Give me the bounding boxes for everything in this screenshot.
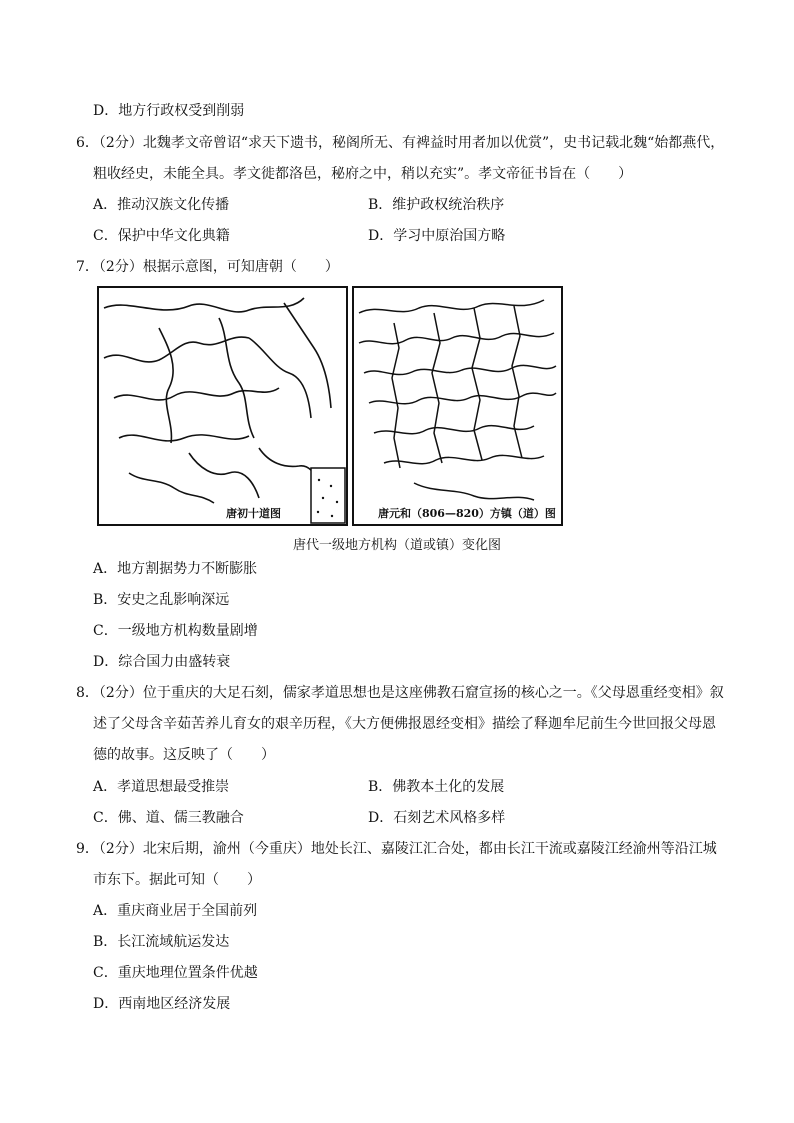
q7-stem: 7．（2分）根据示意图，可知唐朝（ ） bbox=[76, 259, 339, 275]
q9-option-d: D．西南地区经济发展 bbox=[93, 996, 231, 1012]
tang-maps-figure bbox=[97, 286, 563, 526]
q6-option-a: A．推动汉族文化传播 bbox=[93, 197, 230, 213]
early-tang-ten-circuits-map bbox=[97, 286, 348, 526]
q7-option-a: A．地方割据势力不断膨胀 bbox=[93, 561, 258, 577]
q9-option-c: C．重庆地理位置条件优越 bbox=[93, 965, 258, 981]
q8-option-d: D．石刻艺术风格多样 bbox=[368, 810, 506, 826]
q7-option-b: B．安史之乱影响深远 bbox=[93, 592, 230, 608]
yuanhe-fangzhen-map bbox=[352, 286, 563, 526]
map-right-label: 唐元和（806—820）方镇（道）图 bbox=[378, 507, 556, 520]
q8-stem-line2: 述了父母含辛茹苦养儿育女的艰辛历程，《大方便佛报恩经变相》描绘了释迦牟尼前生今世回报父母恩 bbox=[93, 716, 716, 732]
q9-option-b: B．长江流域航运发达 bbox=[93, 934, 230, 950]
q6-option-c: C．保护中华文化典籍 bbox=[93, 228, 230, 244]
q6-stem-line2: 粗收经史，未能全具。孝文徙都洛邑，秘府之中，稍以充实”。孝文帝征书旨在（ ） bbox=[93, 166, 633, 182]
q6-option-d: D．学习中原治国方略 bbox=[368, 228, 506, 244]
q9-stem-line1: 9．（2分）北宋后期，渝州（今重庆）地处长江、嘉陵江汇合处，都由长江干流或嘉陵江经渝州等沿江城 bbox=[76, 841, 717, 857]
q8-option-b: B．佛教本土化的发展 bbox=[368, 779, 505, 795]
map-left-label: 唐初十道图 bbox=[226, 507, 281, 520]
q8-option-a: A．孝道思想最受推崇 bbox=[93, 779, 230, 795]
q8-stem-line3: 德的故事。这反映了（ ） bbox=[93, 747, 275, 763]
q9-stem-line2: 市东下。据此可知（ ） bbox=[93, 872, 261, 888]
figure-caption: 唐代一级地方机构（道或镇）变化图 bbox=[292, 538, 501, 553]
q9-option-a: A．重庆商业居于全国前列 bbox=[93, 903, 258, 919]
q8-stem-line1: 8．（2分）位于重庆的大足石刻，儒家孝道思想也是这座佛教石窟宣扬的核心之一。《父母恩重经变相》叙 bbox=[76, 685, 724, 701]
q8-option-c: C．佛、道、儒三教融合 bbox=[93, 810, 244, 826]
q7-option-d: D．综合国力由盛转衰 bbox=[93, 654, 231, 670]
q6-stem-line1: 6．（2分）北魏孝文帝曾诏“求天下遗书，秘阁所无、有裨益时用者加以优赏”，史书记载北魏“始都燕代， bbox=[76, 135, 725, 151]
q6-option-b: B．维护政权统治秩序 bbox=[368, 197, 505, 213]
option-d-prev: D．地方行政权受到削弱 bbox=[93, 103, 245, 119]
q7-option-c: C．一级地方机构数量剧增 bbox=[93, 623, 258, 639]
